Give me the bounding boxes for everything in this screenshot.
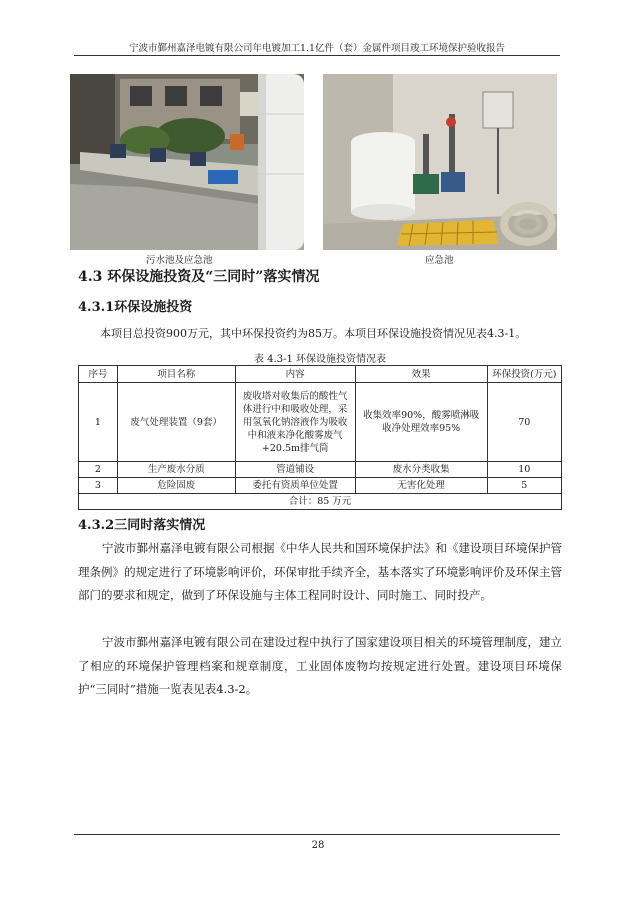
table-header-row (79, 366, 562, 383)
cell-effect: 无害化处理 (355, 478, 487, 494)
figure-caption-left: 污水池及应急池 (146, 255, 213, 266)
cell-seq: 3 (79, 478, 118, 494)
cell-amount: 70 (487, 383, 561, 462)
header-content: 内容 (235, 366, 355, 383)
header-effect: 效果 (355, 366, 487, 383)
body-paragraph: 宁波市鄞州嘉泽电镀有限公司根据《中华人民共和国环境保护法》和《建设项目环境保护管理条例》的规定进行了环境影响评价，环保审批手续齐全，基本落实了环境影响评价及环保主管部门的要求和规定，做到了环保设施与主体工程同时设计、同时施工、同时投产。 (78, 541, 562, 602)
cell-effect: 收集效率90%，酸雾喷淋吸收净处理效率95% (355, 383, 487, 462)
cell-total: 合计：85 万元 (79, 494, 562, 510)
cell-seq: 2 (79, 462, 118, 478)
table-row (79, 383, 562, 462)
cell-content: 管道铺设 (235, 462, 355, 478)
table-row (79, 478, 562, 494)
cell-content: 废收塔对收集后的酸性气体进行中和吸收处理，采用氢氧化钠溶液作为吸收中和液来净化酸雾废气+20.5m排气筒 (235, 383, 355, 462)
cell-name: 生产废水分质 (117, 462, 235, 478)
table-caption: 表 4.3-1 环保设施投资情况表 (253, 354, 386, 365)
body-paragraph: 宁波市鄞州嘉泽电镀有限公司在建设过程中执行了国家建设项目相关的环境管理制度，建立了相应的环境保护管理档案和规章制度，工业固体废物均按规定进行处置。建设项目环境保护“三同时”措施一览表见表4.3-2。 (78, 635, 562, 696)
cell-seq: 1 (79, 383, 118, 462)
investment-table (78, 365, 562, 510)
header-amount: 环保投资(万元) (487, 366, 561, 383)
subsection-heading-three-simultaneous: 4.3.2三同时落实情况 (78, 518, 206, 533)
subsection-heading-investment: 4.3.1环保设施投资 (78, 300, 193, 315)
footer-rule (74, 834, 560, 835)
header-rule (74, 55, 560, 56)
cell-amount: 10 (487, 462, 561, 478)
figure-caption-right: 应急池 (425, 255, 454, 266)
section-heading: 4.3 环保设施投资及“三同时”落实情况 (78, 269, 320, 285)
photo-wastewater-pool (70, 74, 304, 250)
investment-paragraph: 本项目总投资900万元，其中环保投资约为85万。本项目环保设施投资情况见表4.3-1。 (100, 327, 527, 340)
photo-emergency-pool (323, 74, 557, 250)
header-name: 项目名称 (117, 366, 235, 383)
cell-amount: 5 (487, 478, 561, 494)
cell-name: 危险固废 (117, 478, 235, 494)
page-number: 28 (311, 840, 325, 851)
cell-name: 废气处理装置（9套） (117, 383, 235, 462)
cell-effect: 废水分类收集 (355, 462, 487, 478)
cell-content: 委托有资质单位处置 (235, 478, 355, 494)
table-row (79, 462, 562, 478)
header-seq: 序号 (79, 366, 118, 383)
table-total-row (79, 494, 562, 510)
running-header: 宁波市鄞州嘉泽电镀有限公司年电镀加工1.1亿件（套）金属件项目竣工环境保护验收报告 (128, 43, 506, 54)
